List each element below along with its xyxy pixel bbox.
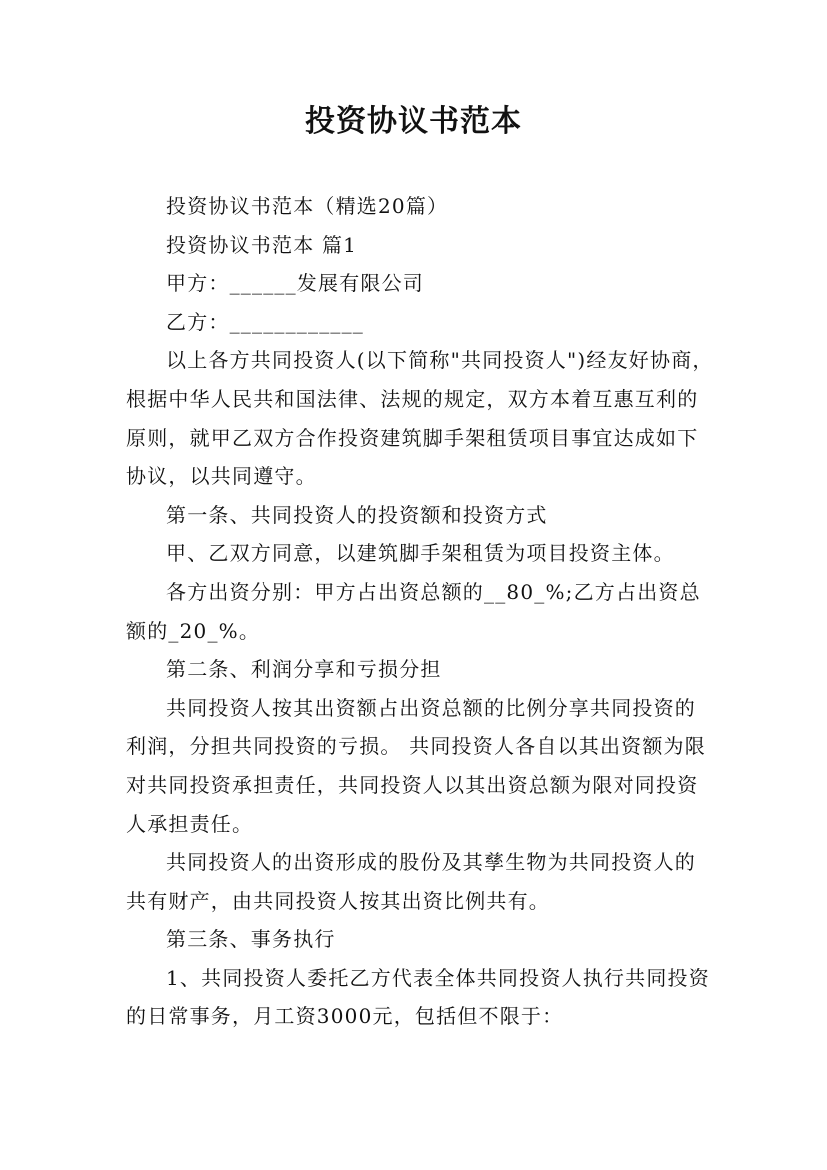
paragraph-preamble: 以上各方共同投资人(以下简称"共同投资人")经友好协商，根据中华人民共和国法律、法规的规定，双方本着互惠互利的原则，就甲乙双方合作投资建筑脚手架租赁项目事宜达成如下协议，以共同遵守。 [126, 348, 714, 489]
paragraph-article-1-heading: 第一条、共同投资人的投资额和投资方式 [166, 502, 548, 527]
paragraph-section-heading: 投资协议书范本 篇1 [166, 232, 358, 257]
paragraph-party-a: 甲方：______发展有限公司 [166, 271, 424, 296]
paragraph-article-2-shared-property: 共同投资人的出资形成的股份及其孳生物为共同投资人的共有财产，由共同投资人按其出资比例共有。 [126, 850, 696, 913]
document-title: 投资协议书范本 [305, 104, 522, 139]
paragraph-article-1-contributions: 各方出资分别：甲方占出资总额的__80_%;乙方占出资总额的_20_%。 [126, 579, 701, 643]
paragraph-article-2-profit-loss: 共同投资人按其出资额占出资总额的比例分享共同投资的利润，分担共同投资的亏损。 共同投资人各自以其出资额为限对共同投资承担责任，共同投资人以其出资总额为限对同投资人承担责任。 [126, 695, 706, 836]
paragraph-subtitle: 投资协议书范本（精选20篇） [166, 194, 449, 218]
paragraph-party-b: 乙方：____________ [166, 309, 364, 334]
paragraph-article-3-heading: 第三条、事务执行 [166, 927, 336, 952]
paragraph-article-1-agreement: 甲、乙双方同意，以建筑脚手架租赁为项目投资主体。 [166, 541, 675, 566]
document-body [126, 187, 716, 1036]
paragraph-article-2-heading: 第二条、利润分享和亏损分担 [166, 657, 442, 682]
paragraph-article-3-item-1: 1、共同投资人委托乙方代表全体共同投资人执行共同投资的日常事务，月工资3000元，包括但不限于： [126, 965, 710, 1029]
